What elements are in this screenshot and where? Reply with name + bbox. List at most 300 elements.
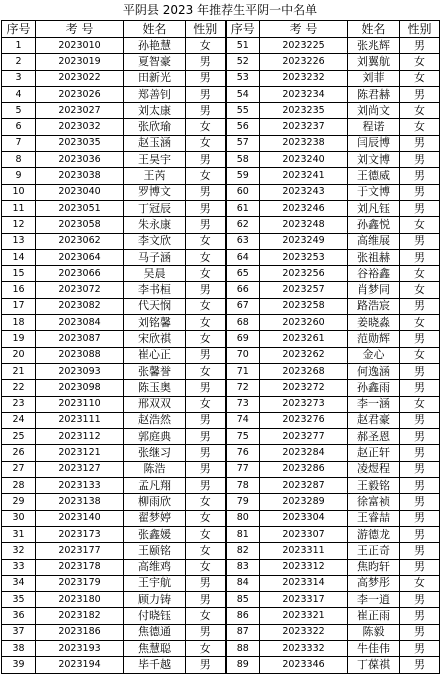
name-cell: 崔正雨 [348, 608, 400, 624]
seq-cell: 20 [2, 347, 36, 363]
gender-cell: 男 [186, 347, 226, 363]
seq-cell: 87 [226, 624, 260, 640]
seq-cell: 17 [2, 298, 36, 314]
exam-id-cell: 2023035 [36, 135, 124, 151]
exam-id-cell: 2023093 [36, 363, 124, 379]
name-cell: 王宇航 [124, 575, 186, 591]
exam-id-cell: 2023284 [260, 445, 348, 461]
name-cell: 王正奇 [348, 543, 400, 559]
table-row [2, 429, 440, 445]
name-cell: 邢双双 [124, 396, 186, 412]
seq-cell: 10 [2, 184, 36, 200]
seq-cell: 32 [2, 543, 36, 559]
gender-cell: 男 [186, 445, 226, 461]
table-row [2, 380, 440, 396]
table-row [2, 298, 440, 314]
seq-cell: 13 [2, 233, 36, 249]
gender-cell: 女 [400, 70, 440, 86]
gender-cell: 女 [186, 315, 226, 331]
gender-cell: 男 [400, 168, 440, 184]
exam-id-cell: 2023273 [260, 396, 348, 412]
seq-cell: 59 [226, 168, 260, 184]
gender-cell: 男 [186, 461, 226, 477]
seq-cell: 25 [2, 429, 36, 445]
gender-cell: 女 [186, 38, 226, 54]
table-row [2, 119, 440, 135]
seq-cell: 56 [226, 119, 260, 135]
exam-id-cell: 2023241 [260, 168, 348, 184]
gender-cell: 女 [400, 347, 440, 363]
exam-id-cell: 2023177 [36, 543, 124, 559]
name-cell: 孟凡翔 [124, 478, 186, 494]
seq-cell: 4 [2, 86, 36, 102]
gender-cell: 男 [400, 380, 440, 396]
exam-id-cell: 2023232 [260, 70, 348, 86]
exam-id-cell: 2023182 [36, 608, 124, 624]
seq-cell: 22 [2, 380, 36, 396]
exam-id-cell: 2023040 [36, 184, 124, 200]
name-cell: 赵君豪 [348, 412, 400, 428]
seq-cell: 26 [2, 445, 36, 461]
seq-cell: 9 [2, 168, 36, 184]
header-gender: 性别 [400, 21, 440, 38]
gender-cell: 男 [400, 298, 440, 314]
gender-cell: 男 [400, 559, 440, 575]
seq-cell: 75 [226, 429, 260, 445]
roster-sheet [1, 0, 439, 674]
table-row [2, 70, 440, 86]
seq-cell: 16 [2, 282, 36, 298]
name-cell: 柳雨欣 [124, 494, 186, 510]
seq-cell: 23 [2, 396, 36, 412]
exam-id-cell: 2023062 [36, 233, 124, 249]
gender-cell: 男 [400, 135, 440, 151]
gender-cell: 女 [400, 54, 440, 70]
gender-cell: 女 [400, 103, 440, 119]
seq-cell: 63 [226, 233, 260, 249]
name-cell: 陈毅 [348, 624, 400, 640]
table-row [2, 510, 440, 526]
page-title: 平阴县 2023 年推荐生平阴一中名单 [122, 3, 318, 17]
seq-cell: 58 [226, 152, 260, 168]
name-cell: 郭庭典 [124, 429, 186, 445]
gender-cell: 男 [400, 86, 440, 102]
name-cell: 程诺 [348, 119, 400, 135]
name-cell: 丁葆祺 [348, 657, 400, 673]
name-cell: 王颐铭 [124, 543, 186, 559]
exam-id-cell: 2023307 [260, 526, 348, 542]
gender-cell: 男 [400, 543, 440, 559]
gender-cell: 男 [400, 510, 440, 526]
table-row [2, 608, 440, 624]
table-row [2, 184, 440, 200]
seq-cell: 6 [2, 119, 36, 135]
header-seq: 序号 [2, 21, 36, 38]
header-name: 姓名 [124, 21, 186, 38]
exam-id-cell: 2023317 [260, 592, 348, 608]
seq-cell: 72 [226, 380, 260, 396]
name-cell: 陈君赫 [348, 86, 400, 102]
exam-id-cell: 2023098 [36, 380, 124, 396]
exam-id-cell: 2023276 [260, 412, 348, 428]
name-cell: 金心 [348, 347, 400, 363]
seq-cell: 69 [226, 331, 260, 347]
gender-cell: 男 [400, 624, 440, 640]
gender-cell: 男 [186, 412, 226, 428]
table-row [2, 494, 440, 510]
exam-id-cell: 2023022 [36, 70, 124, 86]
seq-cell: 11 [2, 200, 36, 216]
exam-id-cell: 2023178 [36, 559, 124, 575]
table-row [2, 135, 440, 151]
exam-id-cell: 2023082 [36, 298, 124, 314]
seq-cell: 54 [226, 86, 260, 102]
table-row [2, 54, 440, 70]
name-cell: 付晓钰 [124, 608, 186, 624]
name-cell: 路浩宸 [348, 298, 400, 314]
exam-id-cell: 2023226 [260, 54, 348, 70]
name-cell: 刘铭馨 [124, 315, 186, 331]
exam-id-cell: 2023010 [36, 38, 124, 54]
name-cell: 牛佳伟 [348, 640, 400, 656]
gender-cell: 女 [400, 315, 440, 331]
table-row [2, 461, 440, 477]
exam-id-cell: 2023027 [36, 103, 124, 119]
gender-cell: 男 [186, 200, 226, 216]
gender-cell: 男 [400, 461, 440, 477]
exam-id-cell: 2023088 [36, 347, 124, 363]
name-cell: 刘菲 [348, 70, 400, 86]
name-cell: 王德威 [348, 168, 400, 184]
name-cell: 王昊宇 [124, 152, 186, 168]
gender-cell: 女 [400, 217, 440, 233]
seq-cell: 30 [2, 510, 36, 526]
roster-rows [2, 38, 440, 674]
header-name: 姓名 [348, 21, 400, 38]
seq-cell: 81 [226, 526, 260, 542]
seq-cell: 31 [2, 526, 36, 542]
table-row [2, 478, 440, 494]
name-cell: 游德龙 [348, 526, 400, 542]
exam-id-cell: 2023186 [36, 624, 124, 640]
table-row [2, 217, 440, 233]
gender-cell: 女 [186, 331, 226, 347]
name-cell: 赵浩然 [124, 412, 186, 428]
exam-id-cell: 2023111 [36, 412, 124, 428]
seq-cell: 21 [2, 363, 36, 379]
name-cell: 张鑫媛 [124, 526, 186, 542]
gender-cell: 女 [186, 396, 226, 412]
name-cell: 闫辰博 [348, 135, 400, 151]
seq-cell: 64 [226, 249, 260, 265]
gender-cell: 女 [186, 168, 226, 184]
exam-id-cell: 2023237 [260, 119, 348, 135]
table-row [2, 152, 440, 168]
exam-id-cell: 2023243 [260, 184, 348, 200]
exam-id-cell: 2023194 [36, 657, 124, 673]
exam-id-cell: 2023173 [36, 526, 124, 542]
exam-id-cell: 2023256 [260, 266, 348, 282]
name-cell: 王睿喆 [348, 510, 400, 526]
table-row [2, 543, 440, 559]
seq-cell: 27 [2, 461, 36, 477]
seq-cell: 68 [226, 315, 260, 331]
seq-cell: 71 [226, 363, 260, 379]
exam-id-cell: 2023314 [260, 575, 348, 591]
exam-id-cell: 2023038 [36, 168, 124, 184]
exam-id-cell: 2023087 [36, 331, 124, 347]
gender-cell: 女 [186, 233, 226, 249]
seq-cell: 57 [226, 135, 260, 151]
exam-id-cell: 2023140 [36, 510, 124, 526]
table-row [2, 282, 440, 298]
name-cell: 李文欣 [124, 233, 186, 249]
name-cell: 凌煜程 [348, 461, 400, 477]
table-row [2, 103, 440, 119]
name-cell: 张馨誉 [124, 363, 186, 379]
exam-id-cell: 2023257 [260, 282, 348, 298]
exam-id-cell: 2023238 [260, 135, 348, 151]
exam-id-cell: 2023246 [260, 200, 348, 216]
gender-cell: 女 [186, 135, 226, 151]
gender-cell: 男 [400, 363, 440, 379]
name-cell: 翟梦婷 [124, 510, 186, 526]
gender-cell: 男 [186, 217, 226, 233]
exam-id-cell: 2023346 [260, 657, 348, 673]
gender-cell: 男 [400, 200, 440, 216]
exam-id-cell: 2023286 [260, 461, 348, 477]
table-row [2, 363, 440, 379]
name-cell: 李一逍 [348, 592, 400, 608]
gender-cell: 男 [400, 38, 440, 54]
exam-id-cell: 2023110 [36, 396, 124, 412]
seq-cell: 78 [226, 478, 260, 494]
gender-cell: 男 [400, 412, 440, 428]
seq-cell: 14 [2, 249, 36, 265]
seq-cell: 76 [226, 445, 260, 461]
exam-id-cell: 2023249 [260, 233, 348, 249]
name-cell: 刘凡钰 [348, 200, 400, 216]
gender-cell: 男 [400, 184, 440, 200]
gender-cell: 男 [400, 249, 440, 265]
exam-id-cell: 2023036 [36, 152, 124, 168]
gender-cell: 女 [186, 298, 226, 314]
exam-id-cell: 2023072 [36, 282, 124, 298]
exam-id-cell: 2023193 [36, 640, 124, 656]
name-cell: 郑善钊 [124, 86, 186, 102]
gender-cell: 男 [186, 282, 226, 298]
seq-cell: 2 [2, 54, 36, 70]
seq-cell: 60 [226, 184, 260, 200]
seq-cell: 1 [2, 38, 36, 54]
gender-cell: 男 [400, 233, 440, 249]
name-cell: 崔心正 [124, 347, 186, 363]
seq-cell: 61 [226, 200, 260, 216]
seq-cell: 84 [226, 575, 260, 591]
name-cell: 张继习 [124, 445, 186, 461]
gender-cell: 女 [400, 575, 440, 591]
seq-cell: 62 [226, 217, 260, 233]
exam-id-cell: 2023311 [260, 543, 348, 559]
name-cell: 宋欣祺 [124, 331, 186, 347]
seq-cell: 7 [2, 135, 36, 151]
name-cell: 刘翼航 [348, 54, 400, 70]
name-cell: 高维鸡 [124, 559, 186, 575]
seq-cell: 53 [226, 70, 260, 86]
name-cell: 朱永康 [124, 217, 186, 233]
table-row [2, 315, 440, 331]
gender-cell: 女 [186, 559, 226, 575]
gender-cell: 男 [186, 624, 226, 640]
gender-cell: 女 [400, 396, 440, 412]
seq-cell: 39 [2, 657, 36, 673]
seq-cell: 18 [2, 315, 36, 331]
seq-cell: 65 [226, 266, 260, 282]
exam-id-cell: 2023051 [36, 200, 124, 216]
seq-cell: 37 [2, 624, 36, 640]
name-cell: 张祖赫 [348, 249, 400, 265]
seq-cell: 73 [226, 396, 260, 412]
exam-id-cell: 2023272 [260, 380, 348, 396]
seq-cell: 89 [226, 657, 260, 673]
seq-cell: 77 [226, 461, 260, 477]
name-cell: 孙艳慧 [124, 38, 186, 54]
seq-cell: 19 [2, 331, 36, 347]
table-row [2, 233, 440, 249]
name-cell: 焦昀轩 [348, 559, 400, 575]
exam-id-cell: 2023121 [36, 445, 124, 461]
exam-id-cell: 2023133 [36, 478, 124, 494]
seq-cell: 29 [2, 494, 36, 510]
name-cell: 刘太康 [124, 103, 186, 119]
gender-cell: 女 [186, 266, 226, 282]
name-cell: 丁冠辰 [124, 200, 186, 216]
name-cell: 夏智豪 [124, 54, 186, 70]
table-row [2, 86, 440, 102]
header-gender: 性别 [186, 21, 226, 38]
table-row [2, 559, 440, 575]
gender-cell: 女 [400, 282, 440, 298]
seq-cell: 66 [226, 282, 260, 298]
header-exam-id: 考 号 [260, 21, 348, 38]
name-cell: 刘尚文 [348, 103, 400, 119]
seq-cell: 55 [226, 103, 260, 119]
seq-cell: 36 [2, 608, 36, 624]
name-cell: 王芮 [124, 168, 186, 184]
exam-id-cell: 2023260 [260, 315, 348, 331]
exam-id-cell: 2023058 [36, 217, 124, 233]
exam-id-cell: 2023277 [260, 429, 348, 445]
name-cell: 顾力铸 [124, 592, 186, 608]
table-row [2, 575, 440, 591]
seq-cell: 86 [226, 608, 260, 624]
exam-id-cell: 2023312 [260, 559, 348, 575]
gender-cell: 女 [400, 119, 440, 135]
seq-cell: 82 [226, 543, 260, 559]
exam-id-cell: 2023112 [36, 429, 124, 445]
exam-id-cell: 2023262 [260, 347, 348, 363]
name-cell: 陈浩 [124, 461, 186, 477]
name-cell: 孙鑫雨 [348, 380, 400, 396]
name-cell: 陈玉奥 [124, 380, 186, 396]
seq-cell: 24 [2, 412, 36, 428]
seq-cell: 74 [226, 412, 260, 428]
name-cell: 田新光 [124, 70, 186, 86]
gender-cell: 男 [400, 526, 440, 542]
exam-id-cell: 2023289 [260, 494, 348, 510]
name-cell: 何逸涵 [348, 363, 400, 379]
seq-cell: 28 [2, 478, 36, 494]
seq-cell: 52 [226, 54, 260, 70]
table-row [2, 592, 440, 608]
gender-cell: 男 [400, 331, 440, 347]
name-cell: 赵玉涵 [124, 135, 186, 151]
table-row [2, 266, 440, 282]
seq-cell: 85 [226, 592, 260, 608]
gender-cell: 男 [400, 445, 440, 461]
gender-cell: 男 [186, 152, 226, 168]
name-cell: 于文博 [348, 184, 400, 200]
name-cell: 李书桓 [124, 282, 186, 298]
name-cell: 高梦彤 [348, 575, 400, 591]
table-row [2, 331, 440, 347]
gender-cell: 女 [186, 119, 226, 135]
seq-cell: 35 [2, 592, 36, 608]
table-row [2, 168, 440, 184]
gender-cell: 男 [186, 380, 226, 396]
name-cell: 郝圣恩 [348, 429, 400, 445]
table-row [2, 624, 440, 640]
table-row [2, 412, 440, 428]
name-cell: 马子涵 [124, 249, 186, 265]
exam-id-cell: 2023261 [260, 331, 348, 347]
gender-cell: 男 [186, 429, 226, 445]
exam-id-cell: 2023321 [260, 608, 348, 624]
exam-id-cell: 2023287 [260, 478, 348, 494]
exam-id-cell: 2023032 [36, 119, 124, 135]
table-row [2, 249, 440, 265]
exam-id-cell: 2023332 [260, 640, 348, 656]
table-row [2, 640, 440, 656]
seq-cell: 5 [2, 103, 36, 119]
seq-cell: 67 [226, 298, 260, 314]
gender-cell: 女 [186, 510, 226, 526]
seq-cell: 70 [226, 347, 260, 363]
exam-id-cell: 2023248 [260, 217, 348, 233]
gender-cell: 男 [400, 657, 440, 673]
exam-id-cell: 2023179 [36, 575, 124, 591]
seq-cell: 38 [2, 640, 36, 656]
name-cell: 焦德通 [124, 624, 186, 640]
gender-cell: 男 [186, 70, 226, 86]
table-row [2, 445, 440, 461]
seq-cell: 79 [226, 494, 260, 510]
name-cell: 赵正轩 [348, 445, 400, 461]
gender-cell: 男 [186, 103, 226, 119]
gender-cell: 男 [400, 494, 440, 510]
gender-cell: 女 [186, 494, 226, 510]
exam-id-cell: 2023066 [36, 266, 124, 282]
exam-id-cell: 2023304 [260, 510, 348, 526]
exam-id-cell: 2023127 [36, 461, 124, 477]
header-seq: 序号 [226, 21, 260, 38]
gender-cell: 男 [186, 592, 226, 608]
exam-id-cell: 2023138 [36, 494, 124, 510]
exam-id-cell: 2023225 [260, 38, 348, 54]
gender-cell: 男 [186, 86, 226, 102]
seq-cell: 15 [2, 266, 36, 282]
exam-id-cell: 2023240 [260, 152, 348, 168]
